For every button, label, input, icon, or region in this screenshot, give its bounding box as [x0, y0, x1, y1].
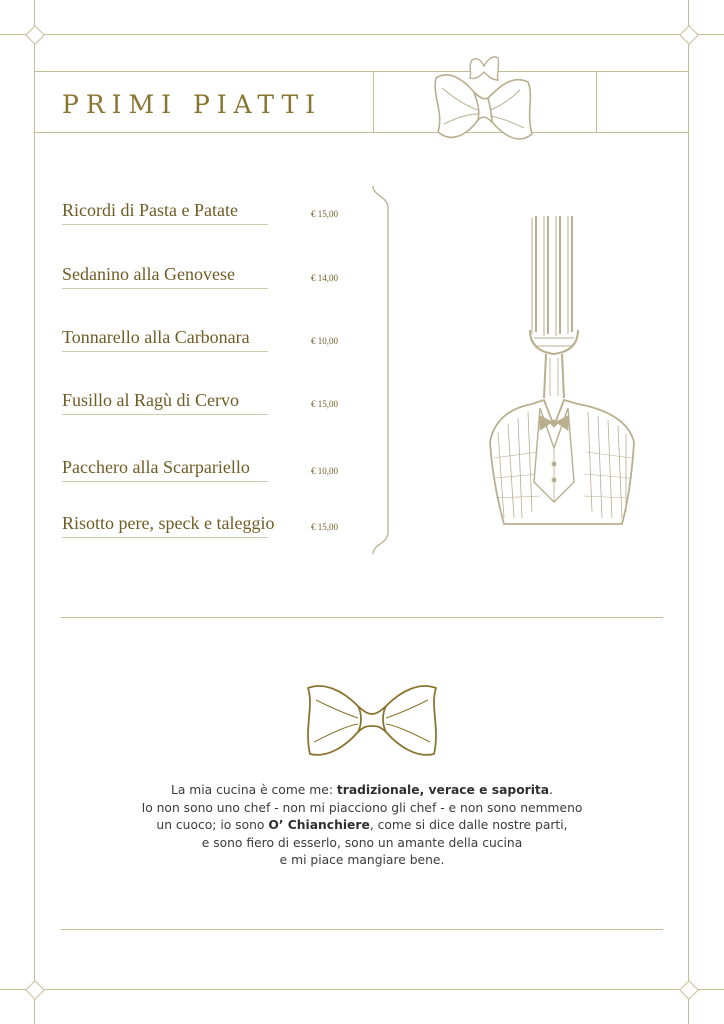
bio-bold: tradizionale, verace e saporita	[336, 783, 550, 797]
header-divider-left	[373, 71, 374, 133]
frame-left-line	[34, 0, 35, 1024]
bio-line-5: e mi piace mangiare bene.	[279, 853, 445, 867]
corner-diamond-br	[679, 980, 699, 1000]
menu-item-name: Risotto pere, speck e taleggio	[62, 513, 268, 538]
bio-text: un cuoco; io sono	[156, 818, 269, 832]
bio-text: La mia cucina è come me:	[170, 783, 337, 797]
menu-item-name: Fusillo al Ragù di Cervo	[62, 390, 268, 415]
corner-diamond-bl	[25, 980, 45, 1000]
farfalle-pasta-icon	[428, 48, 540, 158]
farfalle-pasta-icon	[302, 680, 442, 762]
frame-top-line	[0, 34, 724, 35]
header-top-line	[34, 71, 689, 72]
chef-bio	[110, 782, 614, 870]
page-title: PRIMI PIATTI	[62, 90, 323, 119]
bio-text: .	[549, 783, 554, 797]
bio-line-3	[110, 817, 614, 835]
header-bottom-line	[34, 132, 689, 133]
menu-item-price: € 10,00	[311, 466, 338, 476]
menu-item-price: € 15,00	[311, 399, 338, 409]
frame-right-line	[688, 0, 689, 1024]
bio-line-4: e sono fiero di esserlo, sono un amante della cucina	[201, 835, 523, 850]
fork-gentleman-illustration	[488, 212, 638, 530]
menu-item-price: € 10,00	[311, 336, 338, 346]
bio-line-2: Io non sono uno chef - non mi piacciono gli chef - e non sono nemmeno	[141, 800, 583, 815]
menu-bracket	[370, 184, 394, 556]
frame-bottom-line	[0, 989, 724, 990]
section-divider	[61, 617, 663, 618]
menu-item-price: € 15,00	[311, 209, 338, 219]
menu-item-price: € 15,00	[311, 522, 338, 532]
bio-line-1	[110, 782, 614, 800]
corner-diamond-tl	[25, 25, 45, 45]
header-divider-right	[596, 71, 597, 133]
menu-item-name: Pacchero alla Scarpariello	[62, 457, 268, 482]
menu-item-name: Sedanino alla Genovese	[62, 264, 268, 289]
bio-bold: O’ Chianchiere	[268, 818, 370, 832]
menu-item-name: Tonnarello alla Carbonara	[62, 327, 268, 352]
footer-divider	[61, 929, 663, 930]
menu-item-price: € 14,00	[311, 273, 338, 283]
bio-text: , come si dice dalle nostre parti,	[369, 818, 568, 832]
corner-diamond-tr	[679, 25, 699, 45]
menu-item-name: Ricordi di Pasta e Patate	[62, 200, 268, 225]
